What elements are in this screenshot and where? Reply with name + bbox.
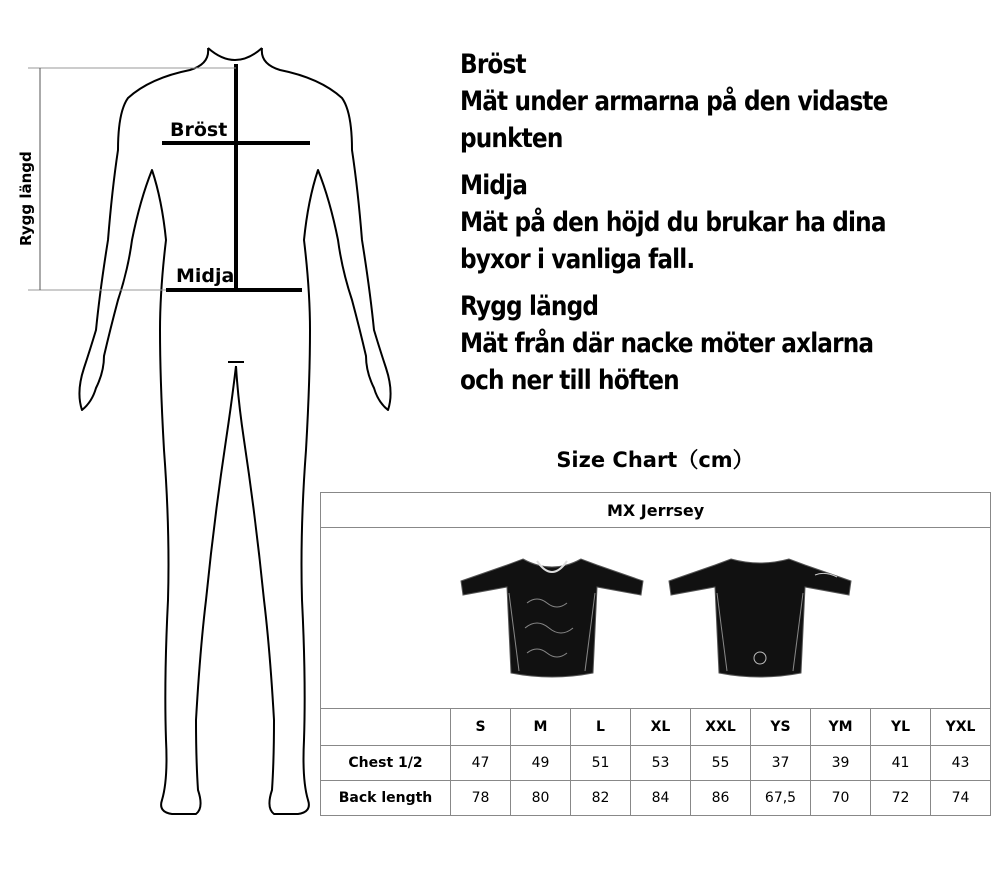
instruction-title: Rygg längd xyxy=(460,291,599,322)
table-cell: 84 xyxy=(631,781,691,816)
size-chart-title: Size Chart（cm） xyxy=(556,448,754,472)
instruction-line: och ner till höften xyxy=(460,365,679,396)
table-cell: 80 xyxy=(511,781,571,816)
instruction-title: Midja xyxy=(460,170,528,201)
table-cell: 41 xyxy=(871,746,931,781)
waist-label: Midja xyxy=(176,265,235,287)
table-cell: 39 xyxy=(811,746,871,781)
instruction-line: Mät under armarna på den vidaste xyxy=(460,86,888,117)
table-cell: 82 xyxy=(571,781,631,816)
instruction-back-length xyxy=(460,288,980,399)
table-cell: 55 xyxy=(691,746,751,781)
instruction-title: Bröst xyxy=(460,49,526,80)
row-label: Chest 1/2 xyxy=(321,746,451,781)
size-header: XL xyxy=(631,709,691,746)
size-header: M xyxy=(511,709,571,746)
size-header: YS xyxy=(751,709,811,746)
size-header-row xyxy=(321,709,991,746)
jersey-images xyxy=(321,528,991,709)
jersey-back-image xyxy=(665,553,855,683)
table-cell: 78 xyxy=(451,781,511,816)
size-header: L xyxy=(571,709,631,746)
table-cell: 43 xyxy=(931,746,991,781)
table-cell: 70 xyxy=(811,781,871,816)
table-cell: 53 xyxy=(631,746,691,781)
table-cell: 67,5 xyxy=(751,781,811,816)
table-cell: 51 xyxy=(571,746,631,781)
product-caption: MX Jerrsey xyxy=(321,493,991,528)
table-cell: 74 xyxy=(931,781,991,816)
table-cell: 72 xyxy=(871,781,931,816)
table-cell: 37 xyxy=(751,746,811,781)
chest-row xyxy=(321,746,991,781)
back-length-row xyxy=(321,781,991,816)
table-cell: 49 xyxy=(511,746,571,781)
size-header: YL xyxy=(871,709,931,746)
instruction-line: byxor i vanliga fall. xyxy=(460,244,695,275)
header-corner xyxy=(321,709,451,746)
size-header: XXL xyxy=(691,709,751,746)
instruction-line: Mät från där nacke möter axlarna xyxy=(460,328,874,359)
instruction-chest xyxy=(460,46,980,157)
chest-label: Bröst xyxy=(170,119,228,141)
table-cell: 47 xyxy=(451,746,511,781)
back-length-label: Rygg längd xyxy=(17,151,35,246)
table-cell: 86 xyxy=(691,781,751,816)
instruction-line: Mät på den höjd du brukar ha dina xyxy=(460,207,886,238)
jersey-front-image xyxy=(457,553,647,683)
measurement-instructions xyxy=(460,46,980,409)
size-chart-table xyxy=(320,492,991,816)
size-header: YXL xyxy=(931,709,991,746)
instruction-line: punkten xyxy=(460,123,563,154)
row-label: Back length xyxy=(321,781,451,816)
instruction-waist xyxy=(460,167,980,278)
size-header: S xyxy=(451,709,511,746)
size-header: YM xyxy=(811,709,871,746)
